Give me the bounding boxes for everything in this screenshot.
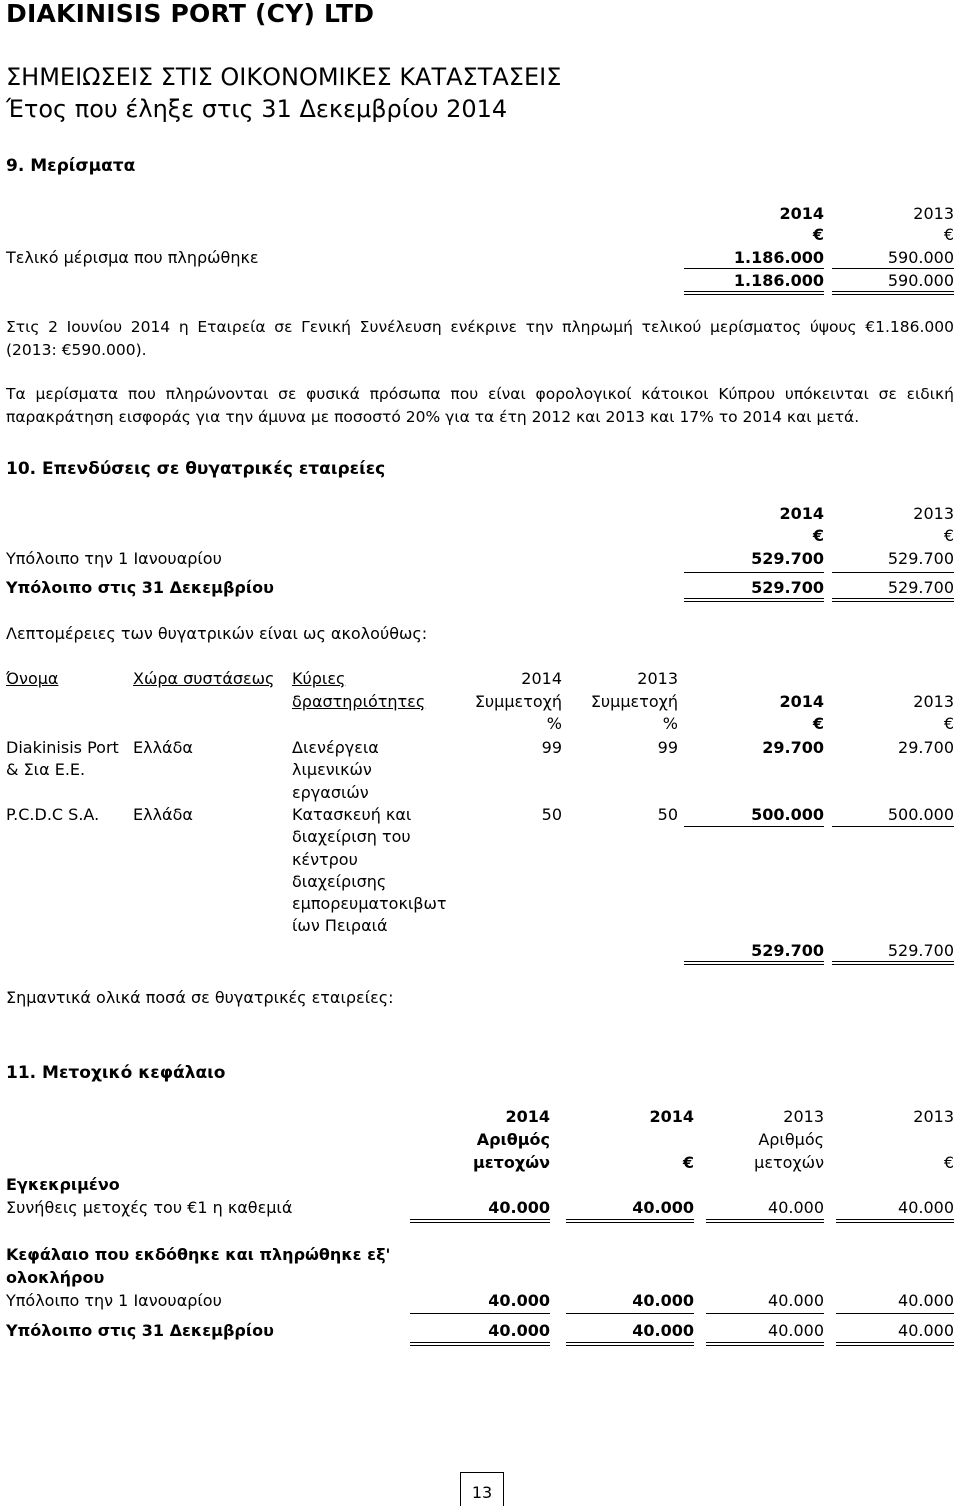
- note11-authorised-2014-shares: 40.000: [488, 1198, 550, 1217]
- note9-year-2013: 2013: [913, 204, 954, 223]
- company-name: DIAKINISIS PORT (CY) LTD: [6, 0, 375, 28]
- table-header-share2014-pct: %: [546, 714, 562, 733]
- note11-authorised-double-b-2: [566, 1222, 694, 1223]
- note9-double-a-2014: [684, 291, 824, 292]
- table-row2-name: P.C.D.C S.A.: [6, 805, 100, 824]
- table-row2-activity-line4: διαχείρισης: [292, 872, 387, 891]
- note11-opening-2014-euro: 40.000: [632, 1291, 694, 1310]
- table-row1-activity-line3: εργασιών: [292, 783, 369, 802]
- note9-paragraph1-line1: Στις 2 Ιουνίου 2014 η Εταιρεία σε Γενική Συνέλευση ενέκρινε την πληρωμή τελικού μερίσματος ύψους €1.186.000: [6, 318, 954, 336]
- table-total-2013: 529.700: [887, 941, 954, 960]
- note10-significant-label: Σημαντικά ολικά ποσά σε θυγατρικές εταιρείες:: [6, 988, 394, 1007]
- note9-double-a-2013: [832, 291, 954, 292]
- note11-opening-2013-shares: 40.000: [768, 1291, 824, 1310]
- note10-currency-2013: €: [943, 526, 954, 545]
- table-total-double-b-2014: [684, 964, 824, 965]
- note9-total-2013: 590.000: [887, 271, 954, 290]
- table-row2-underline-2014: [684, 826, 824, 827]
- note9-currency-2013: €: [943, 225, 954, 244]
- table-header-currency-2014: €: [812, 714, 824, 733]
- note11-closing-double-b-3: [706, 1345, 824, 1346]
- note11-header-2014-shares-label2: μετοχών: [472, 1153, 550, 1172]
- table-header-name: Όνομα: [6, 669, 59, 688]
- note11-header-2013-euro-currency: €: [943, 1153, 954, 1172]
- note11-closing-2013-shares: 40.000: [768, 1321, 824, 1340]
- table-header-share2013-year: 2013: [637, 669, 678, 688]
- document-subtitle: Έτος που έληξε στις 31 Δεκεμβρίου 2014: [6, 95, 508, 123]
- table-row2-underline-2013: [832, 826, 954, 827]
- table-row2-activity-line6: ίων Πειραιά: [292, 916, 388, 935]
- note9-underline-2013: [832, 268, 954, 269]
- table-row1-share-2013: 99: [657, 738, 678, 757]
- note10-closing-label: Υπόλοιπο στις 31 Δεκεμβρίου: [6, 578, 274, 597]
- note10-details-intro: Λεπτομέρειες των θυγατρικών είναι ως ακολούθως:: [6, 624, 428, 643]
- note9-row-2014: 1.186.000: [733, 248, 824, 267]
- table-row1-activity-line1: Διενέργεια: [292, 738, 379, 757]
- note9-underline-2014: [684, 268, 824, 269]
- note11-header-2013-shares-year: 2013: [783, 1107, 824, 1126]
- table-row2-activity-line2: διαχείριση του: [292, 827, 411, 846]
- note11-closing-double-a-4: [836, 1342, 954, 1343]
- note11-closing-double-b-2: [566, 1345, 694, 1346]
- note11-opening-2014-shares: 40.000: [488, 1291, 550, 1310]
- note11-closing-double-a-3: [706, 1342, 824, 1343]
- note11-authorised-2013-shares: 40.000: [768, 1198, 824, 1217]
- table-header-activity-line2: δραστηριότητες: [292, 692, 426, 711]
- note10-opening-2013: 529.700: [887, 549, 954, 568]
- note11-opening-2013-euro: 40.000: [898, 1291, 954, 1310]
- note11-authorised-double-a-1: [410, 1219, 550, 1220]
- note11-header-2014-shares-year: 2014: [505, 1107, 550, 1126]
- note10-double-a-2014: [684, 598, 824, 599]
- note9-paragraph2-line1: Τα μερίσματα που πληρώνονται σε φυσικά πρόσωπα που είναι φορολογικοί κάτοικοι Κύπρου υπόκεινται σε ειδική: [6, 385, 954, 403]
- note9-paragraph2-line2: παρακράτηση εισφοράς για την άμυνα με ποσοστό 20% για τα έτη 2012 και 2013 και 17% το 2014 και μετά.: [6, 408, 860, 426]
- note11-heading: 11. Μετοχικό κεφάλαιο: [6, 1063, 226, 1083]
- note11-closing-2013-euro: 40.000: [898, 1321, 954, 1340]
- note10-year-2014: 2014: [779, 504, 824, 523]
- note10-underline-2014: [684, 572, 824, 573]
- note11-opening-underline-1: [410, 1313, 550, 1314]
- table-header-share2013-pct: %: [662, 714, 678, 733]
- note11-issued-label-line2: ολοκλήρου: [6, 1268, 105, 1287]
- note11-opening-underline-3: [706, 1313, 824, 1314]
- note10-closing-2014: 529.700: [751, 578, 824, 597]
- note11-closing-label: Υπόλοιπο στις 31 Δεκεμβρίου: [6, 1321, 274, 1340]
- note11-authorised-row-label: Συνήθεις μετοχές του €1 η καθεμιά: [6, 1198, 293, 1217]
- note9-double-b-2014: [684, 294, 824, 295]
- table-row1-amount-2014: 29.700: [762, 738, 824, 757]
- note9-currency-2014: €: [812, 225, 824, 244]
- note9-total-2014: 1.186.000: [733, 271, 824, 290]
- table-total-double-a-2014: [684, 961, 824, 962]
- table-row2-activity-line5: εμπορευματοκιβωτ: [292, 894, 447, 913]
- page-number: 13: [471, 1483, 493, 1502]
- note11-authorised-double-b-4: [836, 1222, 954, 1223]
- note11-header-2014-euro-year: 2014: [649, 1107, 694, 1126]
- table-header-share2013-label: Συμμετοχή: [590, 692, 678, 711]
- table-row2-share-2013: 50: [657, 805, 678, 824]
- note11-header-2013-shares-label2: μετοχών: [754, 1153, 824, 1172]
- note9-double-b-2013: [832, 294, 954, 295]
- table-header-share2014-year: 2014: [521, 669, 562, 688]
- table-row1-amount-2013: 29.700: [898, 738, 954, 757]
- table-row2-activity-line3: κέντρου: [292, 850, 358, 869]
- note11-authorised-double-b-1: [410, 1222, 550, 1223]
- table-row2-country: Ελλάδα: [133, 805, 193, 824]
- note11-header-2013-shares-label1: Αριθμός: [758, 1130, 824, 1149]
- note11-opening-label: Υπόλοιπο την 1 Ιανουαρίου: [6, 1291, 222, 1310]
- note10-double-a-2013: [832, 598, 954, 599]
- note11-authorised-2013-euro: 40.000: [898, 1198, 954, 1217]
- note9-row-label: Τελικό μέρισμα που πληρώθηκε: [6, 248, 259, 267]
- table-header-share2014-label: Συμμετοχή: [474, 692, 562, 711]
- note10-heading: 10. Επενδύσεις σε θυγατρικές εταιρείες: [6, 459, 386, 479]
- note10-double-b-2013: [832, 601, 954, 602]
- note11-authorised-double-b-3: [706, 1222, 824, 1223]
- table-row1-country: Ελλάδα: [133, 738, 193, 757]
- note11-closing-double-a-1: [410, 1342, 550, 1343]
- note10-opening-2014: 529.700: [751, 549, 824, 568]
- table-row2-activity-line1: Κατασκευή και: [292, 805, 412, 824]
- note10-double-b-2014: [684, 601, 824, 602]
- table-header-amount-2013: 2013: [913, 692, 954, 711]
- note11-authorised-label: Εγκεκριμένο: [6, 1175, 120, 1194]
- table-total-double-b-2013: [832, 964, 954, 965]
- note11-closing-double-b-4: [836, 1345, 954, 1346]
- note11-closing-2014-shares: 40.000: [488, 1321, 550, 1340]
- note10-year-2013: 2013: [913, 504, 954, 523]
- table-row1-share-2014: 99: [541, 738, 562, 757]
- note11-header-2014-euro-currency: €: [682, 1153, 694, 1172]
- note10-currency-2014: €: [812, 526, 824, 545]
- note11-authorised-double-a-2: [566, 1219, 694, 1220]
- table-row1-name-line2: & Σια Ε.Ε.: [6, 760, 86, 779]
- table-header-amount-2014: 2014: [779, 692, 824, 711]
- note11-closing-2014-euro: 40.000: [632, 1321, 694, 1340]
- note11-header-2014-shares-label1: Αριθμός: [476, 1130, 550, 1149]
- note11-authorised-double-a-4: [836, 1219, 954, 1220]
- note9-heading: 9. Μερίσματα: [6, 156, 136, 176]
- table-header-currency-2013: €: [943, 714, 954, 733]
- table-row2-share-2014: 50: [541, 805, 562, 824]
- table-header-activity-line1: Κύριες: [292, 669, 346, 688]
- table-row1-name-line1: Diakinisis Port: [6, 738, 119, 757]
- note9-row-2013: 590.000: [887, 248, 954, 267]
- document-title: ΣΗΜΕΙΩΣΕΙΣ ΣΤΙΣ ΟΙΚΟΝΟΜΙΚΕΣ ΚΑΤΑΣΤΑΣΕΙΣ: [6, 63, 562, 91]
- note11-authorised-double-a-3: [706, 1219, 824, 1220]
- note10-closing-2013: 529.700: [887, 578, 954, 597]
- note11-opening-underline-4: [836, 1313, 954, 1314]
- note9-paragraph1-line2: (2013: €590.000).: [6, 341, 147, 359]
- note11-opening-underline-2: [566, 1313, 694, 1314]
- note10-underline-2013: [832, 572, 954, 573]
- table-row2-amount-2014: 500.000: [751, 805, 824, 824]
- table-row2-amount-2013: 500.000: [887, 805, 954, 824]
- note10-opening-label: Υπόλοιπο την 1 Ιανουαρίου: [6, 549, 222, 568]
- table-total-double-a-2013: [832, 961, 954, 962]
- note11-authorised-2014-euro: 40.000: [632, 1198, 694, 1217]
- note9-year-2014: 2014: [779, 204, 824, 223]
- note11-header-2013-euro-year: 2013: [913, 1107, 954, 1126]
- note11-closing-double-b-1: [410, 1345, 550, 1346]
- note11-issued-label-line1: Κεφάλαιο που εκδόθηκε και πληρώθηκε εξ': [6, 1245, 391, 1264]
- table-header-country: Χώρα συστάσεως: [133, 669, 275, 688]
- table-row1-activity-line2: λιμενικών: [292, 760, 372, 779]
- note11-closing-double-a-2: [566, 1342, 694, 1343]
- table-total-2014: 529.700: [751, 941, 824, 960]
